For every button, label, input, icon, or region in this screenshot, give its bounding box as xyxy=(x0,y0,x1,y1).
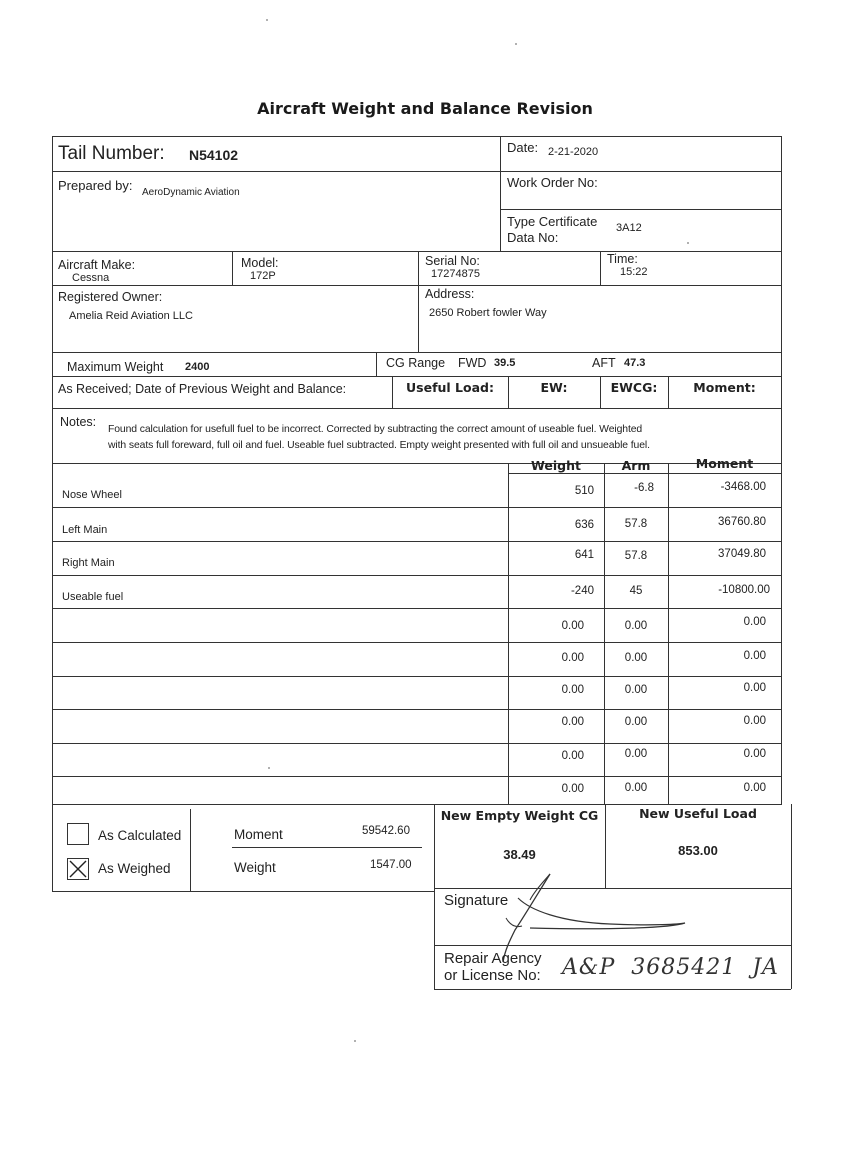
max-weight-value: 2400 xyxy=(185,361,210,373)
repair-agency-line1: Repair Agency xyxy=(444,950,542,967)
address-label: Address: xyxy=(425,287,475,301)
as-weighed-checkbox[interactable] xyxy=(67,858,89,880)
notes-line-2: with seats full foreward, full oil and fuel. Useable fuel subtracted. Empty weight presented with full oil and unsueable fuel. xyxy=(108,440,650,451)
document-title: Aircraft Weight and Balance Revision xyxy=(257,99,593,118)
row-moment: 0.00 xyxy=(743,650,766,662)
new-ewcg-label: New Empty Weight CG xyxy=(440,808,599,823)
row-item: Left Main xyxy=(62,524,108,536)
scan-speck xyxy=(266,19,268,21)
ewcg-header: EWCG: xyxy=(610,380,658,395)
row-item: Useable fuel xyxy=(62,591,124,603)
cg-fwd-label: FWD xyxy=(458,356,487,370)
row-moment: -3468.00 xyxy=(720,481,766,493)
type-cert-value: 3A12 xyxy=(616,222,642,234)
new-ewcg-value: 38.49 xyxy=(503,847,536,862)
aircraft-make-label: Aircraft Make: xyxy=(58,258,136,272)
owner-label: Registered Owner: xyxy=(58,290,163,304)
row-arm: 0.00 xyxy=(624,684,648,696)
cg-fwd-value: 39.5 xyxy=(494,357,516,369)
scan-speck xyxy=(515,43,517,45)
time-value: 15:22 xyxy=(620,266,648,278)
type-cert-label-line2: Data No: xyxy=(507,230,559,245)
row-item: Nose Wheel xyxy=(62,489,122,501)
cg-aft-value: 47.3 xyxy=(624,357,646,369)
prepared-by-value: AeroDynamic Aviation xyxy=(142,187,240,198)
weight-column-header: Weight xyxy=(531,458,581,473)
type-cert-label xyxy=(507,214,597,245)
row-moment: 0.00 xyxy=(743,748,766,760)
repair-agency-line2: or License No: xyxy=(444,967,541,984)
row-moment: -10800.00 xyxy=(718,584,770,596)
row-arm: 0.00 xyxy=(624,652,648,664)
date-label: Date: xyxy=(507,140,539,155)
date-value: 2-21-2020 xyxy=(548,146,599,158)
notes-line-1: Found calculation for usefull fuel to be incorrect. Corrected by subtracting the correct amount of useable fuel. Weighted xyxy=(108,424,643,435)
scan-speck xyxy=(687,242,689,244)
row-arm: 0.00 xyxy=(624,716,648,728)
scan-speck xyxy=(354,1040,356,1042)
license-number: A&P 3685421 JA xyxy=(562,955,779,980)
row-weight: 636 xyxy=(574,519,594,531)
row-weight: 0.00 xyxy=(561,684,584,696)
new-useful-load-label: New Useful Load xyxy=(639,806,757,821)
summary-weight-value: 1547.00 xyxy=(370,859,412,871)
row-moment: 0.00 xyxy=(743,715,766,727)
work-order-label: Work Order No: xyxy=(507,175,598,190)
row-moment: 36760.80 xyxy=(718,516,766,528)
row-moment: 0.00 xyxy=(743,682,766,694)
arm-column-header: Arm xyxy=(621,458,651,473)
row-weight: 0.00 xyxy=(561,652,584,664)
owner-value: Amelia Reid Aviation LLC xyxy=(69,310,193,322)
tail-number-label: Tail Number: xyxy=(58,143,165,164)
time-label: Time: xyxy=(607,252,638,266)
new-useful-load-value: 853.00 xyxy=(678,843,718,858)
row-weight: -240 xyxy=(570,585,594,597)
row-arm: 57.8 xyxy=(624,550,648,562)
ew-header: EW: xyxy=(540,380,568,395)
as-calculated-checkbox[interactable] xyxy=(67,823,89,845)
moment-header: Moment: xyxy=(693,380,756,395)
address-value: 2650 Robert fowler Way xyxy=(429,307,547,319)
row-moment: 0.00 xyxy=(743,616,766,628)
aircraft-make-value: Cessna xyxy=(72,272,110,284)
useful-load-header: Useful Load: xyxy=(406,380,494,395)
summary-weight-label: Weight xyxy=(234,860,276,875)
cg-aft-label: AFT xyxy=(592,356,616,370)
row-weight: 0.00 xyxy=(561,750,584,762)
row-weight: 0.00 xyxy=(561,620,584,632)
summary-moment-label: Moment xyxy=(234,827,283,842)
row-weight: 641 xyxy=(574,549,594,561)
serial-label: Serial No: xyxy=(425,254,480,268)
row-moment: 37049.80 xyxy=(718,548,766,560)
model-value: 172P xyxy=(250,270,276,282)
row-item: Right Main xyxy=(62,557,115,569)
repair-agency-label xyxy=(444,950,542,984)
check-x-icon xyxy=(68,859,88,879)
type-cert-label-line1: Type Certificate xyxy=(507,214,598,229)
prepared-by-label: Prepared by: xyxy=(58,178,133,193)
row-arm: 0.00 xyxy=(624,620,648,632)
tail-number-value: N54102 xyxy=(189,147,239,163)
row-arm: 45 xyxy=(629,585,643,597)
row-weight: 0.00 xyxy=(561,716,584,728)
cg-range-label: CG Range xyxy=(386,356,446,370)
notes-label: Notes: xyxy=(60,415,97,429)
scan-speck xyxy=(268,767,270,769)
row-arm: 57.8 xyxy=(624,518,648,530)
as-weighed-label: As Weighed xyxy=(98,861,171,876)
row-arm: -6.8 xyxy=(634,482,654,494)
row-weight: 0.00 xyxy=(561,783,584,795)
max-weight-label: Maximum Weight xyxy=(67,360,164,374)
signature-label: Signature xyxy=(444,892,509,909)
as-received-label: As Received; Date of Previous Weight and Balance: xyxy=(58,382,347,396)
row-arm: 0.00 xyxy=(624,748,648,760)
row-moment: 0.00 xyxy=(743,782,766,794)
moment-column-header: Moment xyxy=(695,456,754,471)
summary-moment-value: 59542.60 xyxy=(362,825,410,837)
as-calculated-label: As Calculated xyxy=(98,828,182,843)
row-arm: 0.00 xyxy=(624,782,648,794)
serial-value: 17274875 xyxy=(431,268,480,280)
row-weight: 510 xyxy=(574,485,594,497)
model-label: Model: xyxy=(241,256,279,270)
